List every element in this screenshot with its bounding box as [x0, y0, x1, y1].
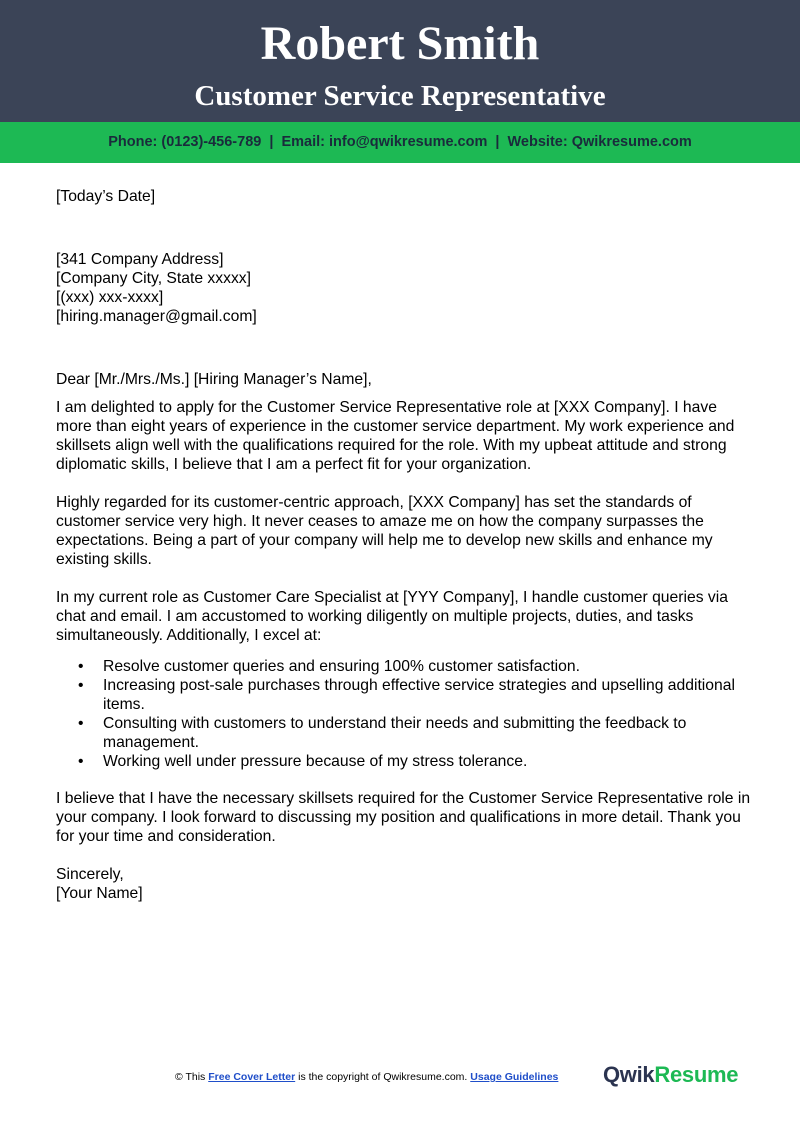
address-line: [hiring.manager@gmail.com]: [56, 308, 257, 325]
sign-off: Sincerely,: [56, 866, 124, 883]
paragraph-company: Highly regarded for its customer-centric approach, [XXX Company] has set the standards of customer service very high. It never ceases to amaze me on how the company surpasses the expectations. Being a part of your company will help me to develop new skills and enhance my existing skills.: [56, 494, 713, 568]
paragraph-intro: I am delighted to apply for the Customer Service Representative role at [XXX Company]. I have more than eight years of experience in the customer service department. My work experience and skillsets align well with the qualifications required for the role. With my upbeat attitude and strong diplomatic skills, I believe that I am a perfect fit for your organization.: [56, 399, 735, 473]
header-banner: [0, 0, 800, 122]
contact-website: Website: Qwikresume.com: [507, 134, 692, 150]
address-line: [341 Company Address]: [56, 251, 224, 268]
copyright-notice: © This Free Cover Letter is the copyright of Qwikresume.com. Usage Guidelines: [175, 1071, 559, 1083]
contact-bar: [0, 122, 800, 163]
paragraph-current-role: In my current role as Customer Care Specialist at [YYY Company], I handle customer queries via chat and email. I am accustomed to working diligently on multiple projects, duties, and tasks simultaneously. Additionally, I excel at:: [56, 589, 728, 644]
address-line: [Company City, State xxxxx]: [56, 270, 251, 287]
candidate-name: Robert Smith: [260, 17, 540, 70]
list-item: • Working well under pressure because of my stress tolerance.: [78, 753, 528, 770]
letter-body: [56, 187, 756, 903]
signature: [Your Name]: [56, 885, 143, 902]
list-item: • Resolve customer queries and ensuring 100% customer satisfaction.: [78, 658, 580, 675]
letter-date: [Today’s Date]: [56, 188, 156, 205]
address-line: [(xxx) xxx-xxxx]: [56, 289, 164, 306]
list-item: • Consulting with customers to understand their needs and submitting the feedback to management.: [78, 715, 687, 751]
contact-phone: Phone: (0123)-456-789: [108, 134, 262, 150]
job-title: Customer Service Representative: [194, 80, 606, 112]
contact-email: Email: info@qwikresume.com: [281, 134, 488, 150]
bullet-icon: •: [78, 658, 84, 675]
recipient-address: [56, 250, 756, 326]
bullet-icon: •: [78, 753, 84, 770]
contact-separator: |: [269, 134, 274, 150]
footer: [0, 1062, 800, 1088]
free-cover-letter-link[interactable]: Free Cover Letter: [208, 1071, 296, 1083]
paragraph-closing: I believe that I have the necessary skillsets required for the Customer Service Representative role in your company. I look forward to discussing my position and qualifications in more detail. Thank you for your time and consideration.: [56, 790, 751, 845]
bullet-icon: •: [78, 715, 84, 732]
bullet-icon: •: [78, 677, 84, 694]
salutation: Dear [Mr./Mrs./Ms.] [Hiring Manager’s Name],: [56, 371, 372, 388]
skills-list: [56, 657, 756, 771]
qwikresume-logo: QwikResume: [603, 1062, 739, 1087]
usage-guidelines-link[interactable]: Usage Guidelines: [470, 1071, 559, 1083]
contact-separator: |: [495, 134, 500, 150]
list-item: • Increasing post-sale purchases through effective service strategies and upselling additional items.: [78, 677, 735, 713]
